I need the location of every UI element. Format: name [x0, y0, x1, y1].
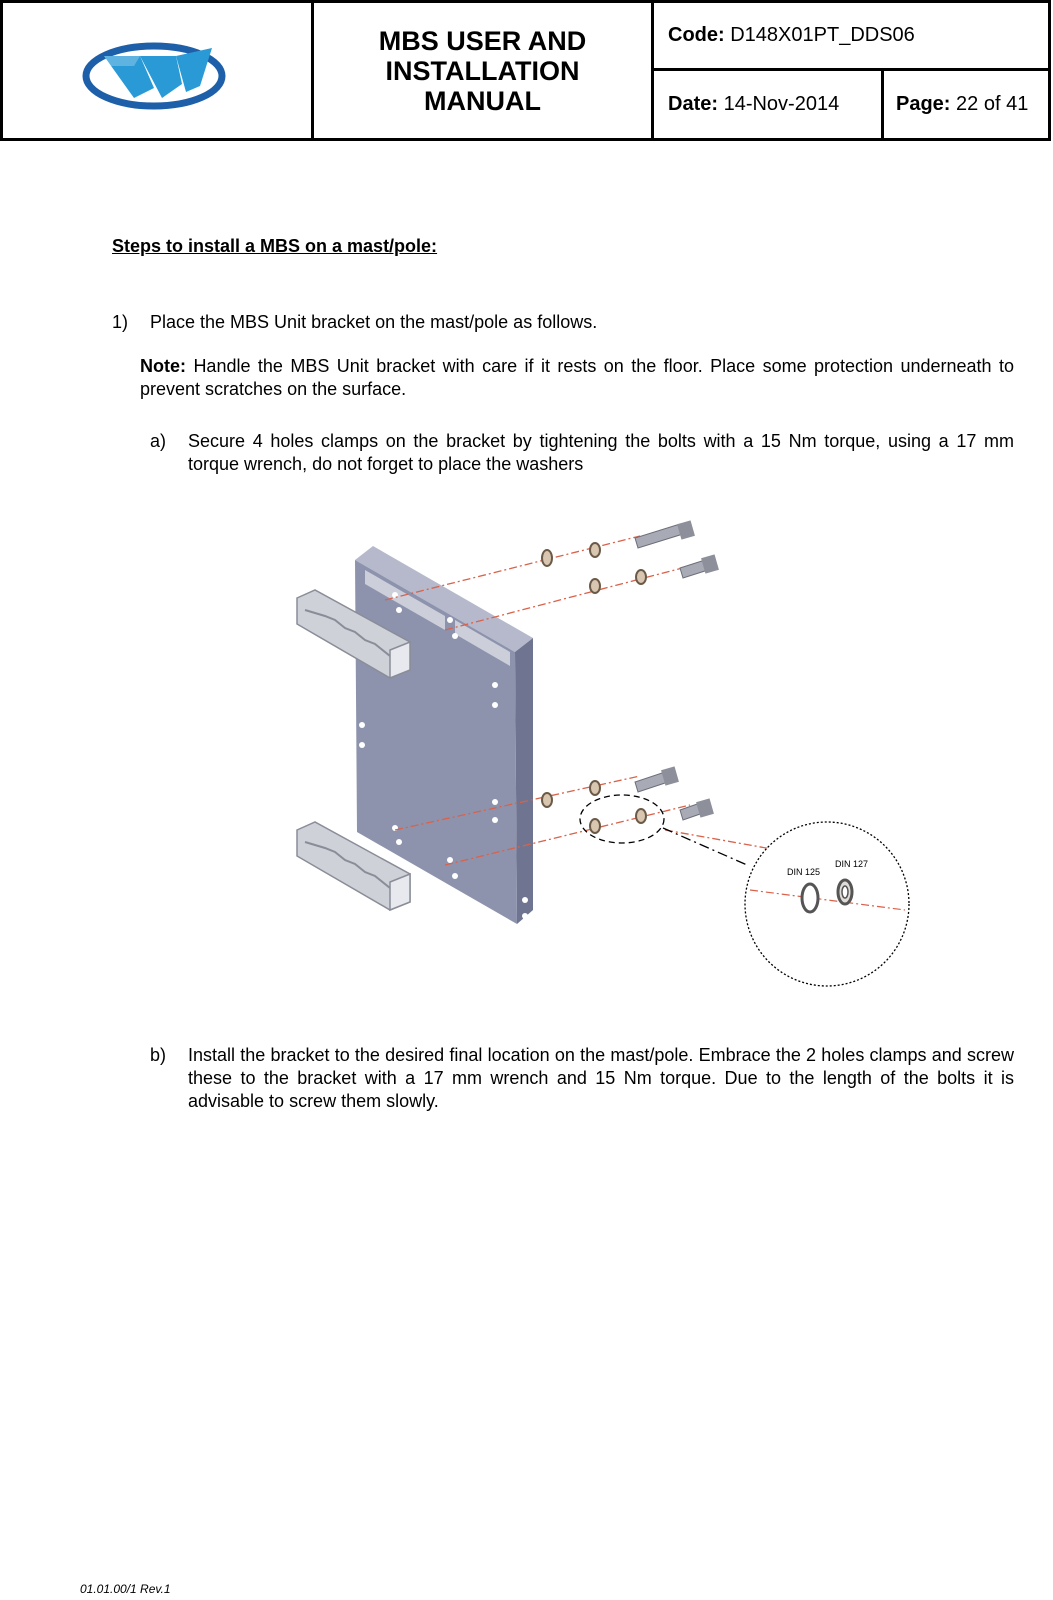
footer-revision: 01.01.00/1 Rev.1: [80, 1582, 171, 1596]
detail-connector-line: [663, 828, 747, 865]
date-cell: [654, 71, 884, 138]
date-value: 14-Nov-2014: [723, 93, 840, 115]
page-cell: [884, 71, 1048, 138]
lower-fasteners: [542, 766, 714, 833]
code-value: D148X01PT_DDS06: [730, 24, 915, 46]
note-label: Note:: [140, 356, 186, 376]
date-page-row: [654, 71, 1048, 138]
date-label: Date:: [668, 93, 719, 115]
detail-label-din127: DIN 127: [835, 859, 869, 869]
substep-b-text: Install the bracket to the desired final location on the mast/pole. Embrace the 2 holes clamps and screw these to the bracket with a 17 mm wrench and 15 Nm torque. Due to the length of the bolts it is advisable to screw them slowly.: [188, 1045, 1014, 1111]
document-header: [0, 0, 1051, 141]
document-title: MBS USER AND INSTALLATION MANUAL: [378, 25, 587, 116]
page-label: Page:: [896, 93, 951, 115]
substep-a-text: Secure 4 holes clamps on the bracket by tightening the bolts with a 15 Nm torque, using a 17 mm torque wrench, do not forget to place the washers: [188, 431, 1014, 474]
step-1-text: Place the MBS Unit bracket on the mast/pole as follows.: [150, 312, 598, 332]
detail-label-din125: DIN 125: [787, 867, 821, 877]
upper-fasteners: [542, 520, 719, 593]
code-row: [654, 3, 1048, 71]
code-label: Code:: [668, 24, 725, 46]
substep-b: [150, 1044, 1014, 1119]
note-paragraph: [140, 355, 1014, 401]
page-value: 22 of 41: [956, 93, 1029, 115]
logo-cell: [3, 3, 314, 138]
section-heading: Steps to install a MBS on a mast/pole:: [112, 236, 438, 256]
company-logo: [82, 26, 232, 116]
bracket-assembly-figure: [295, 520, 935, 1010]
substep-a-letter: a): [150, 431, 167, 451]
detail-view-circle: [745, 822, 909, 986]
substep-a: [150, 430, 1014, 480]
meta-cell: [654, 3, 1048, 138]
note-text: Handle the MBS Unit bracket with care if it rests on the floor. Place some protection underneath to prevent scratches on the surface.: [140, 356, 1014, 399]
substep-b-letter: b): [150, 1045, 167, 1065]
step-1: [112, 312, 597, 333]
title-cell: [314, 3, 654, 138]
step-1-number: 1): [112, 312, 129, 332]
